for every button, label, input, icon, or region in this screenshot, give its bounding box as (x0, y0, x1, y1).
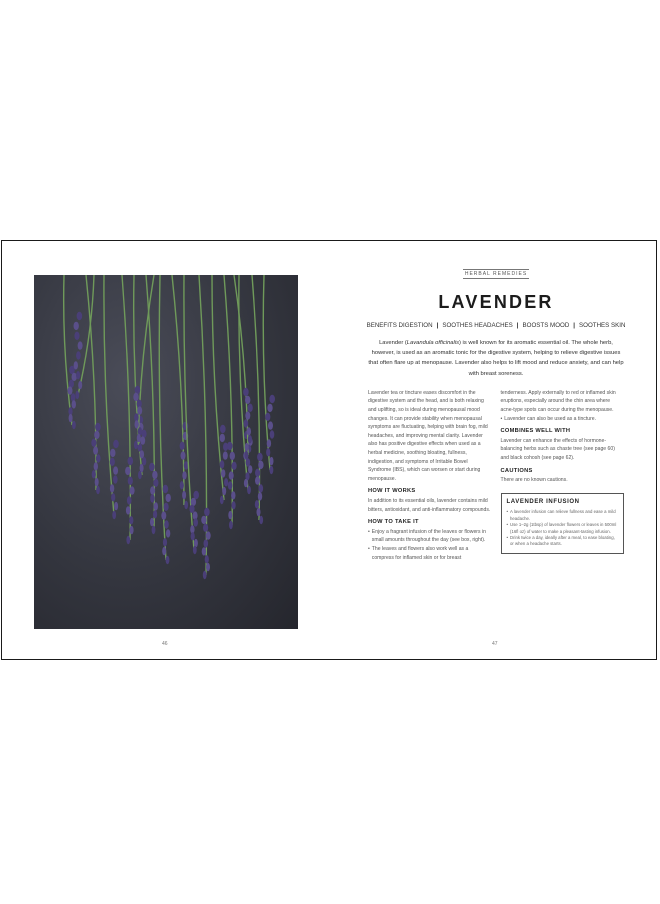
lavender-flower-bud (93, 446, 98, 454)
lavender-flower-bud (134, 441, 138, 449)
lavender-flower-bud (182, 471, 186, 479)
lavender-flower-bud (96, 486, 100, 494)
lavender-photo (34, 275, 298, 629)
lavender-flower-bud (126, 536, 130, 544)
lavender-flower-bud (113, 466, 118, 474)
book-spread (1, 240, 657, 660)
lavender-flower-bud (203, 524, 208, 532)
lavender-flower-bud (220, 460, 225, 468)
list-item: • Enjoy a fragrant infusion of the leaves or flowers in small amounts throughout the day (see box, right). (368, 528, 486, 544)
lavender-flower-bud (140, 436, 145, 444)
lavender-flower-bud (267, 439, 271, 447)
lavender-flower-bud (68, 386, 73, 394)
lavender-flower-bud (129, 516, 133, 524)
combines-well-heading: COMBINES WELL WITH (500, 428, 571, 435)
lavender-flower-bud (191, 532, 195, 540)
left-page-number: 46 (162, 641, 168, 647)
lavender-flower-bud (78, 381, 82, 389)
lavender-flower-bud (202, 547, 206, 555)
lavender-flower-bud (183, 422, 189, 430)
lavender-flower-bud (133, 393, 138, 401)
lavender-flower-bud (92, 470, 96, 478)
lavender-flower-bud (78, 341, 83, 349)
lavender-flower-bud (150, 486, 155, 494)
how-it-works-heading: HOW IT WORKS (368, 488, 416, 495)
lavender-flower-bud (255, 500, 259, 508)
lavender-flower-bud (153, 479, 158, 487)
lavender-flower-bud (128, 457, 134, 465)
lavender-flower-bud (229, 521, 233, 529)
lavender-flower-bud (265, 413, 270, 421)
lavender-flower-bud (224, 478, 228, 486)
lavender-flower-bud (76, 371, 80, 379)
lavender-flower-bud (110, 484, 114, 492)
lavender-flower-bud (206, 563, 210, 571)
lavender-flower-bud (128, 477, 133, 485)
lavender-flower-bud (222, 487, 226, 495)
lavender-flower-bud (74, 322, 79, 330)
list-item: • The leaves and flowers also work well as a compress for inflamed skin or for breast (368, 545, 469, 561)
lavender-flower-bud (95, 478, 99, 486)
lavender-flower-bud (245, 443, 249, 451)
lavender-flower-bud (270, 466, 274, 474)
right-page-number: 47 (492, 641, 498, 647)
lavender-flower-bud (138, 471, 142, 479)
latin-name: Lavandula officinalis (406, 340, 460, 346)
lavender-flower-bud (204, 508, 210, 516)
combines-well-text: Lavender can enhance the effects of hormone-balancing herbs such as chaste tree (see page 60) and black cohosh (see page 62). (500, 437, 615, 461)
lavender-flower-bud (259, 516, 263, 524)
lavender-stem (86, 275, 96, 490)
lavender-flower-bud (270, 457, 274, 465)
lavender-flower-bud (161, 511, 166, 519)
bullet-icon: • (368, 528, 370, 535)
lavender-flower-bud (232, 501, 236, 509)
lavender-flower-bud (247, 427, 251, 435)
how-it-works-text: In addition to its essential oils, lavender contains mild bitters, antioxidant, and anti-inflammatory compounds. (368, 497, 491, 513)
lavender-flower-bud (220, 434, 225, 442)
bullet-icon: • (506, 509, 509, 515)
lavender-flower-bud (193, 546, 197, 554)
lavender-flower-bud (270, 430, 275, 438)
lavender-flower-bud (223, 451, 228, 459)
lavender-flower-bud (75, 391, 79, 399)
body-columns (368, 389, 624, 562)
column-right (501, 389, 625, 562)
lavender-flower-bud (205, 555, 209, 563)
lavender-flower-bud (228, 511, 232, 519)
body-paragraph: tenderness. Apply externally to red or inflamed skin eruptions, especially around the chin area where acne-type spots can occur during the menopause. (500, 389, 616, 413)
benefit-item: BENEFITS DIGESTION (366, 322, 433, 329)
lavender-flower-bud (228, 481, 233, 489)
list-item: • Lavender can also be used as a tincture. (500, 415, 597, 422)
lavender-flower-bud (180, 481, 184, 489)
lavender-flower-bud (127, 496, 132, 504)
lavender-flower-bud (266, 448, 270, 456)
lavender-flower-bud (255, 469, 260, 477)
infusion-box (501, 493, 625, 554)
benefit-item: SOOTHES SKIN (579, 322, 626, 329)
lavender-flower-bud (248, 404, 253, 412)
lavender-flower-bud (204, 539, 209, 547)
lavender-flower-bud (94, 462, 98, 470)
list-item: • A lavender infusion can relieve fullness and ease a mild headache. (506, 509, 616, 521)
benefit-separator: | (573, 322, 576, 329)
lavender-flower-bud (126, 506, 130, 514)
lavender-flower-bud (140, 450, 144, 458)
lavender-flower-bud (166, 494, 171, 502)
lavender-stem (104, 275, 114, 515)
lavender-flower-bud (142, 457, 146, 465)
lavender-flower-bud (231, 491, 235, 499)
lavender-flower-bud (114, 502, 118, 510)
lavender-flower-bud (95, 423, 101, 431)
lavender-flower-bud (255, 476, 260, 484)
lavender-flower-bud (268, 421, 273, 429)
lavender-sprigs-illustration (34, 275, 298, 629)
lavender-flower-bud (206, 531, 211, 539)
cautions-text: There are no known cautions. (500, 477, 568, 484)
lavender-flower-bud (220, 496, 224, 504)
lavender-flower-bud (135, 420, 139, 428)
lavender-flower-bud (230, 452, 235, 460)
lavender-flower-bud (227, 442, 233, 450)
lavender-flower-bud (189, 505, 194, 513)
lavender-flower-bud (72, 373, 77, 381)
lavender-flower-bud (166, 529, 170, 537)
lavender-flower-bud (153, 510, 157, 518)
lavender-flower-bud (94, 431, 99, 439)
lavender-flower-bud (152, 526, 156, 534)
lavender-flower-bud (166, 556, 170, 564)
lavender-stem (172, 275, 184, 505)
intro-paragraph: Lavender (Lavandula officinalis) is well known for its aromatic essential oil. The whole herb, however, is used as an aromatic tonic for the digestive system, helping to relieve digestive issues that often flare up at menopause. Lavender also helps to lift mood and reduce anxiety, and can help with breast soreness. (368, 340, 624, 377)
list-item: • Use 1–2g (1tbsp) of lavender flowers or leaves in 500ml (16fl oz) of water to make a pleasant-tasting infusion. (506, 522, 617, 534)
lavender-flower-bud (163, 538, 167, 546)
lavender-flower-bud (130, 486, 135, 494)
lavender-flower-bud (137, 434, 141, 442)
section-label: HERBAL REMEDIES (464, 271, 528, 277)
lavender-flower-bud (203, 571, 207, 579)
lavender-flower-bud (244, 419, 249, 427)
lavender-flower-bud (130, 526, 134, 534)
lavender-flower-bud (111, 493, 115, 501)
lavender-flower-bud (74, 361, 78, 369)
lavender-flower-bud (163, 485, 169, 493)
lavender-flower-bud (154, 502, 158, 510)
lavender-flower-bud (245, 451, 249, 459)
lavender-flower-bud (220, 425, 226, 433)
lavender-flower-bud (150, 494, 155, 502)
lavender-flower-bud (74, 332, 79, 340)
lavender-flower-bud (258, 461, 263, 469)
infusion-box-heading: LAVENDER INFUSION (506, 498, 580, 505)
lavender-flower-bud (182, 491, 186, 499)
bullet-icon: • (506, 522, 509, 528)
lavender-flower-bud (243, 388, 249, 396)
benefit-item: BOOSTS MOOD (522, 322, 570, 329)
lavender-flower-bud (112, 511, 116, 519)
benefit-separator: | (436, 322, 439, 329)
lavender-flower-bud (150, 518, 154, 526)
lavender-flower-bud (245, 411, 250, 419)
lavender-flower-bud (77, 312, 83, 320)
lavender-stem (64, 275, 72, 425)
lavender-flower-bud (72, 400, 76, 408)
lavender-flower-bud (110, 449, 115, 457)
lavender-flower-bud (110, 458, 115, 466)
lavender-flower-bud (221, 469, 225, 477)
bullet-icon: • (506, 534, 509, 540)
column-left (368, 389, 492, 562)
lavender-flower-bud (164, 503, 169, 511)
lavender-flower-bud (248, 435, 252, 443)
bullet-icon: • (368, 545, 370, 552)
lavender-flower-bud (257, 508, 261, 516)
lavender-flower-bud (245, 396, 250, 404)
lavender-flower-bud (152, 471, 157, 479)
right-page (368, 269, 624, 562)
lavender-flower-bud (76, 351, 81, 359)
list-item: • Drink twice a day, ideally after a meal, to ease bloating, or when a headache starts. (506, 534, 615, 547)
lavender-flower-bud (232, 462, 237, 470)
lavender-flower-bud (72, 421, 76, 429)
lavender-flower-bud (259, 484, 264, 492)
lavender-flower-bud (149, 463, 155, 471)
lavender-flower-bud (257, 453, 263, 461)
lavender-flower-bud (125, 467, 130, 475)
lavender-flower-bud (258, 492, 262, 500)
lavender-flower-bud (269, 395, 275, 403)
lavender-flower-bud (247, 486, 251, 494)
lavender-flower-bud (184, 501, 188, 509)
lavender-flower-bud (248, 465, 252, 473)
lavender-flower-bud (193, 518, 198, 526)
lavender-stem (234, 275, 248, 455)
lavender-flower-bud (180, 442, 185, 450)
lavender-flower-bud (113, 475, 118, 483)
lavender-flower-bud (162, 547, 166, 555)
body-paragraph: Lavender tea or tincture eases discomfort in the digestive system and the head, and is both relaxing and uplifting, so is ideal during menopausal mood changes. It can provide stability when menopausal symptoms are fluctuating, helping with brain fog, mild headaches, and improving mental clarity. Lavender also has positive digestive effects when used as a herbal medicine, soothing bloating, fullness, indigestion, and symptoms of Irritable Bowel Syndrome (IBS), which can worsen or start during menopause. (368, 389, 488, 482)
lavender-flower-bud (229, 471, 234, 479)
lavender-flower-bud (201, 516, 206, 524)
lavender-flower-bud (113, 440, 119, 448)
lavender-flower-bud (181, 451, 186, 459)
lavender-flower-bud (96, 454, 101, 462)
benefit-item: SOOTHES HEADACHES (442, 322, 513, 329)
lavender-flower-bud (137, 406, 142, 414)
lavender-flower-bud (69, 414, 73, 422)
lavender-flower-bud (164, 520, 169, 528)
lavender-flower-bud (91, 439, 96, 447)
lavender-flower-bud (244, 479, 248, 487)
bullet-icon: • (500, 415, 503, 422)
benefit-separator: | (516, 322, 519, 329)
how-to-take-heading: HOW TO TAKE IT (368, 519, 419, 526)
lavender-flower-bud (267, 404, 272, 412)
cautions-heading: CAUTIONS (500, 467, 533, 474)
page-title: LAVENDER (438, 292, 554, 312)
benefits-row (368, 322, 624, 329)
